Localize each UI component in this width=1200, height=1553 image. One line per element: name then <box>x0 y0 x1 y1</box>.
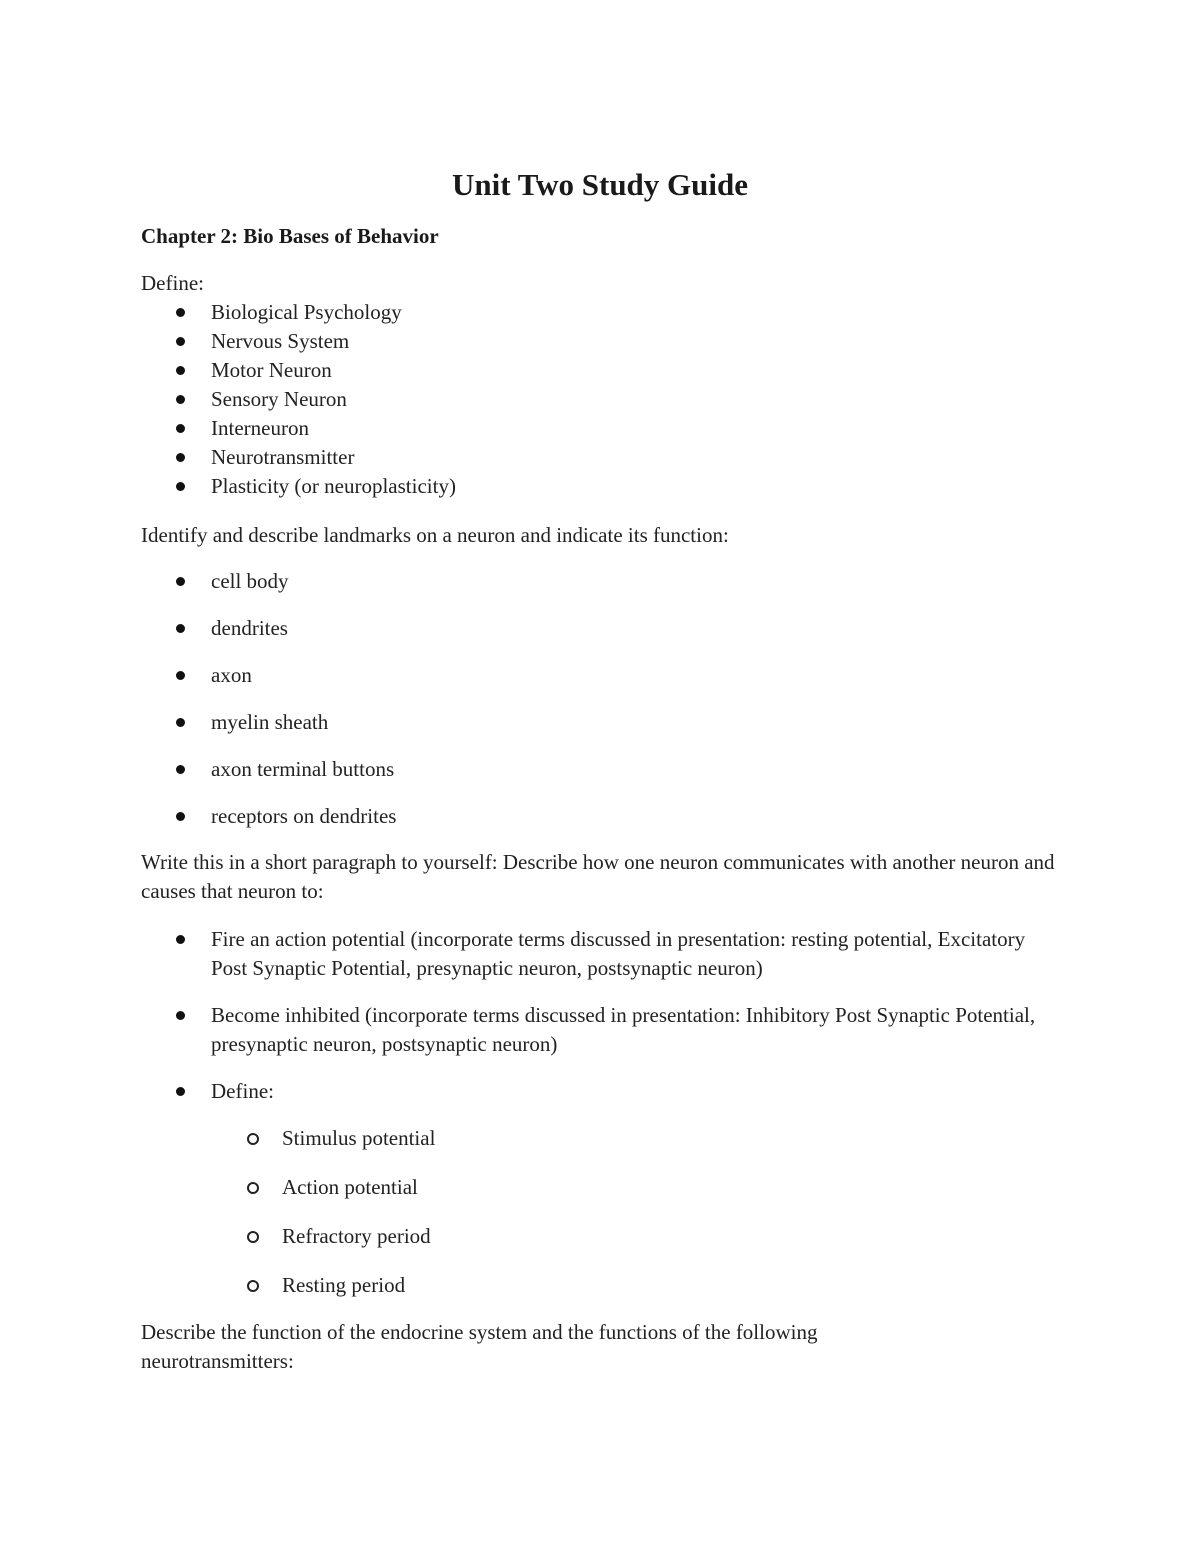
list-item: Fire an action potential (incorporate terms discussed in presentation: resting potential, Excitatory Post Synaptic Potential, presynaptic neuron, postsynaptic neuron) <box>0 925 1061 1001</box>
define-terms-list <box>0 298 1061 501</box>
hollow-bullet-icon <box>247 1182 259 1194</box>
list-item: Motor Neuron <box>0 356 1061 385</box>
sub-define-list <box>0 1124 435 1320</box>
bullet-icon <box>176 1011 185 1020</box>
bullet-icon <box>176 577 185 586</box>
list-item: cell body <box>0 567 1061 614</box>
list-item: dendrites <box>0 614 1061 661</box>
list-item: Define: <box>0 1077 1061 1124</box>
hollow-bullet-icon <box>247 1231 259 1243</box>
bullet-icon <box>176 765 185 774</box>
list-item: axon <box>0 661 1061 708</box>
bullet-icon <box>176 366 185 375</box>
list-item: Neurotransmitter <box>0 443 1061 472</box>
bullet-icon <box>176 671 185 680</box>
landmarks-prompt: Identify and describe landmarks on a neuron and indicate its function: <box>141 523 729 547</box>
hollow-bullet-icon <box>247 1133 259 1145</box>
communication-list <box>0 925 1061 1124</box>
list-item: Plasticity (or neuroplasticity) <box>0 472 1061 501</box>
hollow-bullet-icon <box>247 1280 259 1292</box>
list-item: Nervous System <box>0 327 1061 356</box>
bullet-icon <box>176 1087 185 1096</box>
bullet-icon <box>176 308 185 317</box>
bullet-icon <box>176 453 185 462</box>
bullet-icon <box>176 424 185 433</box>
list-item: myelin sheath <box>0 708 1061 755</box>
list-item: Interneuron <box>0 414 1061 443</box>
list-item: Become inhibited (incorporate terms discussed in presentation: Inhibitory Post Synaptic Potential, presynaptic neuron, postsynaptic neuron) <box>0 1001 1061 1077</box>
define-label: Define: <box>141 271 204 295</box>
list-item: Resting period <box>0 1271 435 1320</box>
list-item: Biological Psychology <box>0 298 1061 327</box>
bullet-icon <box>176 482 185 491</box>
bullet-icon <box>176 812 185 821</box>
list-item: receptors on dendrites <box>0 802 1061 849</box>
paragraph-prompt: Write this in a short paragraph to yourself: Describe how one neuron communicates with another neuron and causes that neuron to: <box>141 850 1055 903</box>
chapter-heading: Chapter 2: Bio Bases of Behavior <box>141 224 439 248</box>
landmarks-list <box>0 567 1061 849</box>
list-item: Action potential <box>0 1173 435 1222</box>
list-item: Stimulus potential <box>0 1124 435 1173</box>
document-title: Unit Two Study Guide <box>451 167 749 202</box>
bullet-icon <box>176 395 185 404</box>
list-item: Sensory Neuron <box>0 385 1061 414</box>
list-item: axon terminal buttons <box>0 755 1061 802</box>
bullet-icon <box>176 337 185 346</box>
bullet-icon <box>176 624 185 633</box>
bullet-icon <box>176 718 185 727</box>
list-item: Refractory period <box>0 1222 435 1271</box>
bullet-icon <box>176 935 185 944</box>
endocrine-prompt: Describe the function of the endocrine system and the functions of the following neurotransmitters: <box>141 1320 818 1373</box>
